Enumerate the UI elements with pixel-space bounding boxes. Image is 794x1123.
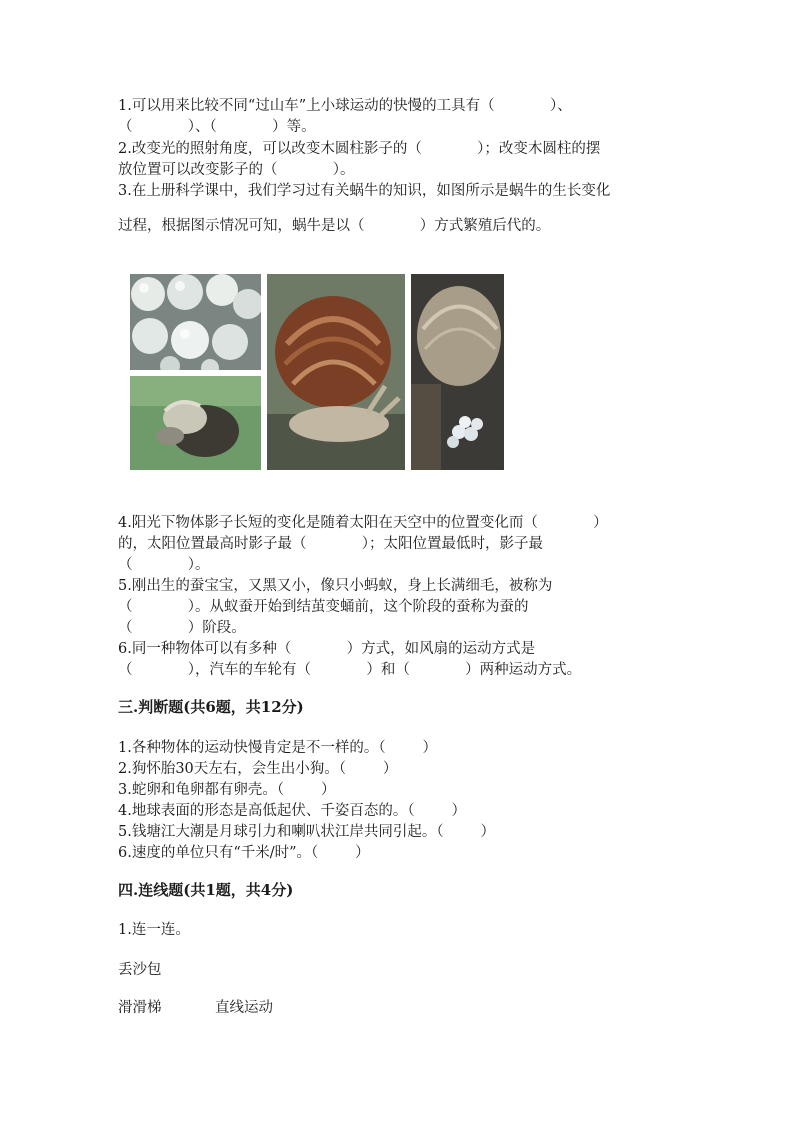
question-2-line-1: 2.改变光的照射角度，可以改变木圆柱影子的（ ）；改变木圆柱的摆: [118, 141, 601, 157]
judge-section-heading: 三.判断题(共6题，共12分): [118, 698, 304, 716]
match-right-item-1: 直线运动: [215, 1000, 273, 1016]
question-4-line-3: （ ）。: [118, 557, 210, 573]
match-left-item-1: 丢沙包: [118, 962, 162, 978]
judge-item-2: 2.狗怀胎30天左右，会生出小狗。（ ）: [118, 761, 398, 777]
judge-item-5: 5.钱塘江大潮是月球引力和喇叭状江岸共同引起。（ ）: [118, 824, 495, 840]
match-section-heading: 四.连线题(共1题，共4分): [118, 881, 294, 899]
question-5-line-3: （ ）阶段。: [118, 620, 246, 636]
judge-item-3: 3.蛇卵和龟卵都有卵壳。（ ）: [118, 782, 336, 798]
question-4-line-2: 的，太阳位置最高时影子最（ ）；太阳位置最低时，影子最: [118, 536, 544, 552]
match-left-item-2: 滑滑梯: [118, 1000, 162, 1016]
question-4-line-1: 4.阳光下物体影子长短的变化是随着太阳在天空中的位置变化而（ ）: [118, 515, 608, 531]
question-1-line-1: 1.可以用来比较不同“过山车”上小球运动的快慢的工具有（ ）、: [118, 98, 572, 114]
question-6-line-2: （ ），汽车的车轮有（ ）和（ ）两种运动方式。: [118, 662, 582, 678]
match-instruction: 1.连一连。: [118, 922, 190, 938]
question-6-line-1: 6.同一种物体可以有多种（ ）方式，如风扇的运动方式是: [118, 641, 536, 657]
judge-item-1: 1.各种物体的运动快慢肯定是不一样的。（ ）: [118, 740, 437, 756]
adult-snail-photo: [267, 274, 405, 470]
judge-item-4: 4.地球表面的形态是高低起伏、千姿百态的。（ ）: [118, 803, 466, 819]
snail-hatchling-photo: [130, 376, 261, 470]
judge-item-6: 6.速度的单位只有“千米/时”。（ ）: [118, 845, 370, 861]
question-3-line-2: 过程，根据图示情况可知，蜗牛是以（ ）方式繁殖后代的。: [118, 218, 551, 234]
question-2-line-2: 放位置可以改变影子的（ ）。: [118, 162, 355, 178]
snail-growth-figure: [130, 274, 504, 470]
question-1-line-2: （ ）、（ ）等。: [118, 119, 316, 135]
question-3-line-1: 3.在上册科学课中，我们学习过有关蜗牛的知识，如图所示是蜗牛的生长变化: [118, 183, 611, 199]
question-5-line-1: 5.刚出生的蚕宝宝，又黑又小，像只小蚂蚁，身上长满细毛，被称为: [118, 578, 553, 594]
snail-laying-eggs-photo: [411, 274, 504, 470]
snail-eggs-photo: [130, 274, 261, 370]
question-5-line-2: （ ）。从蚁蚕开始到结茧变蛹前，这个阶段的蚕称为蚕的: [118, 599, 529, 615]
